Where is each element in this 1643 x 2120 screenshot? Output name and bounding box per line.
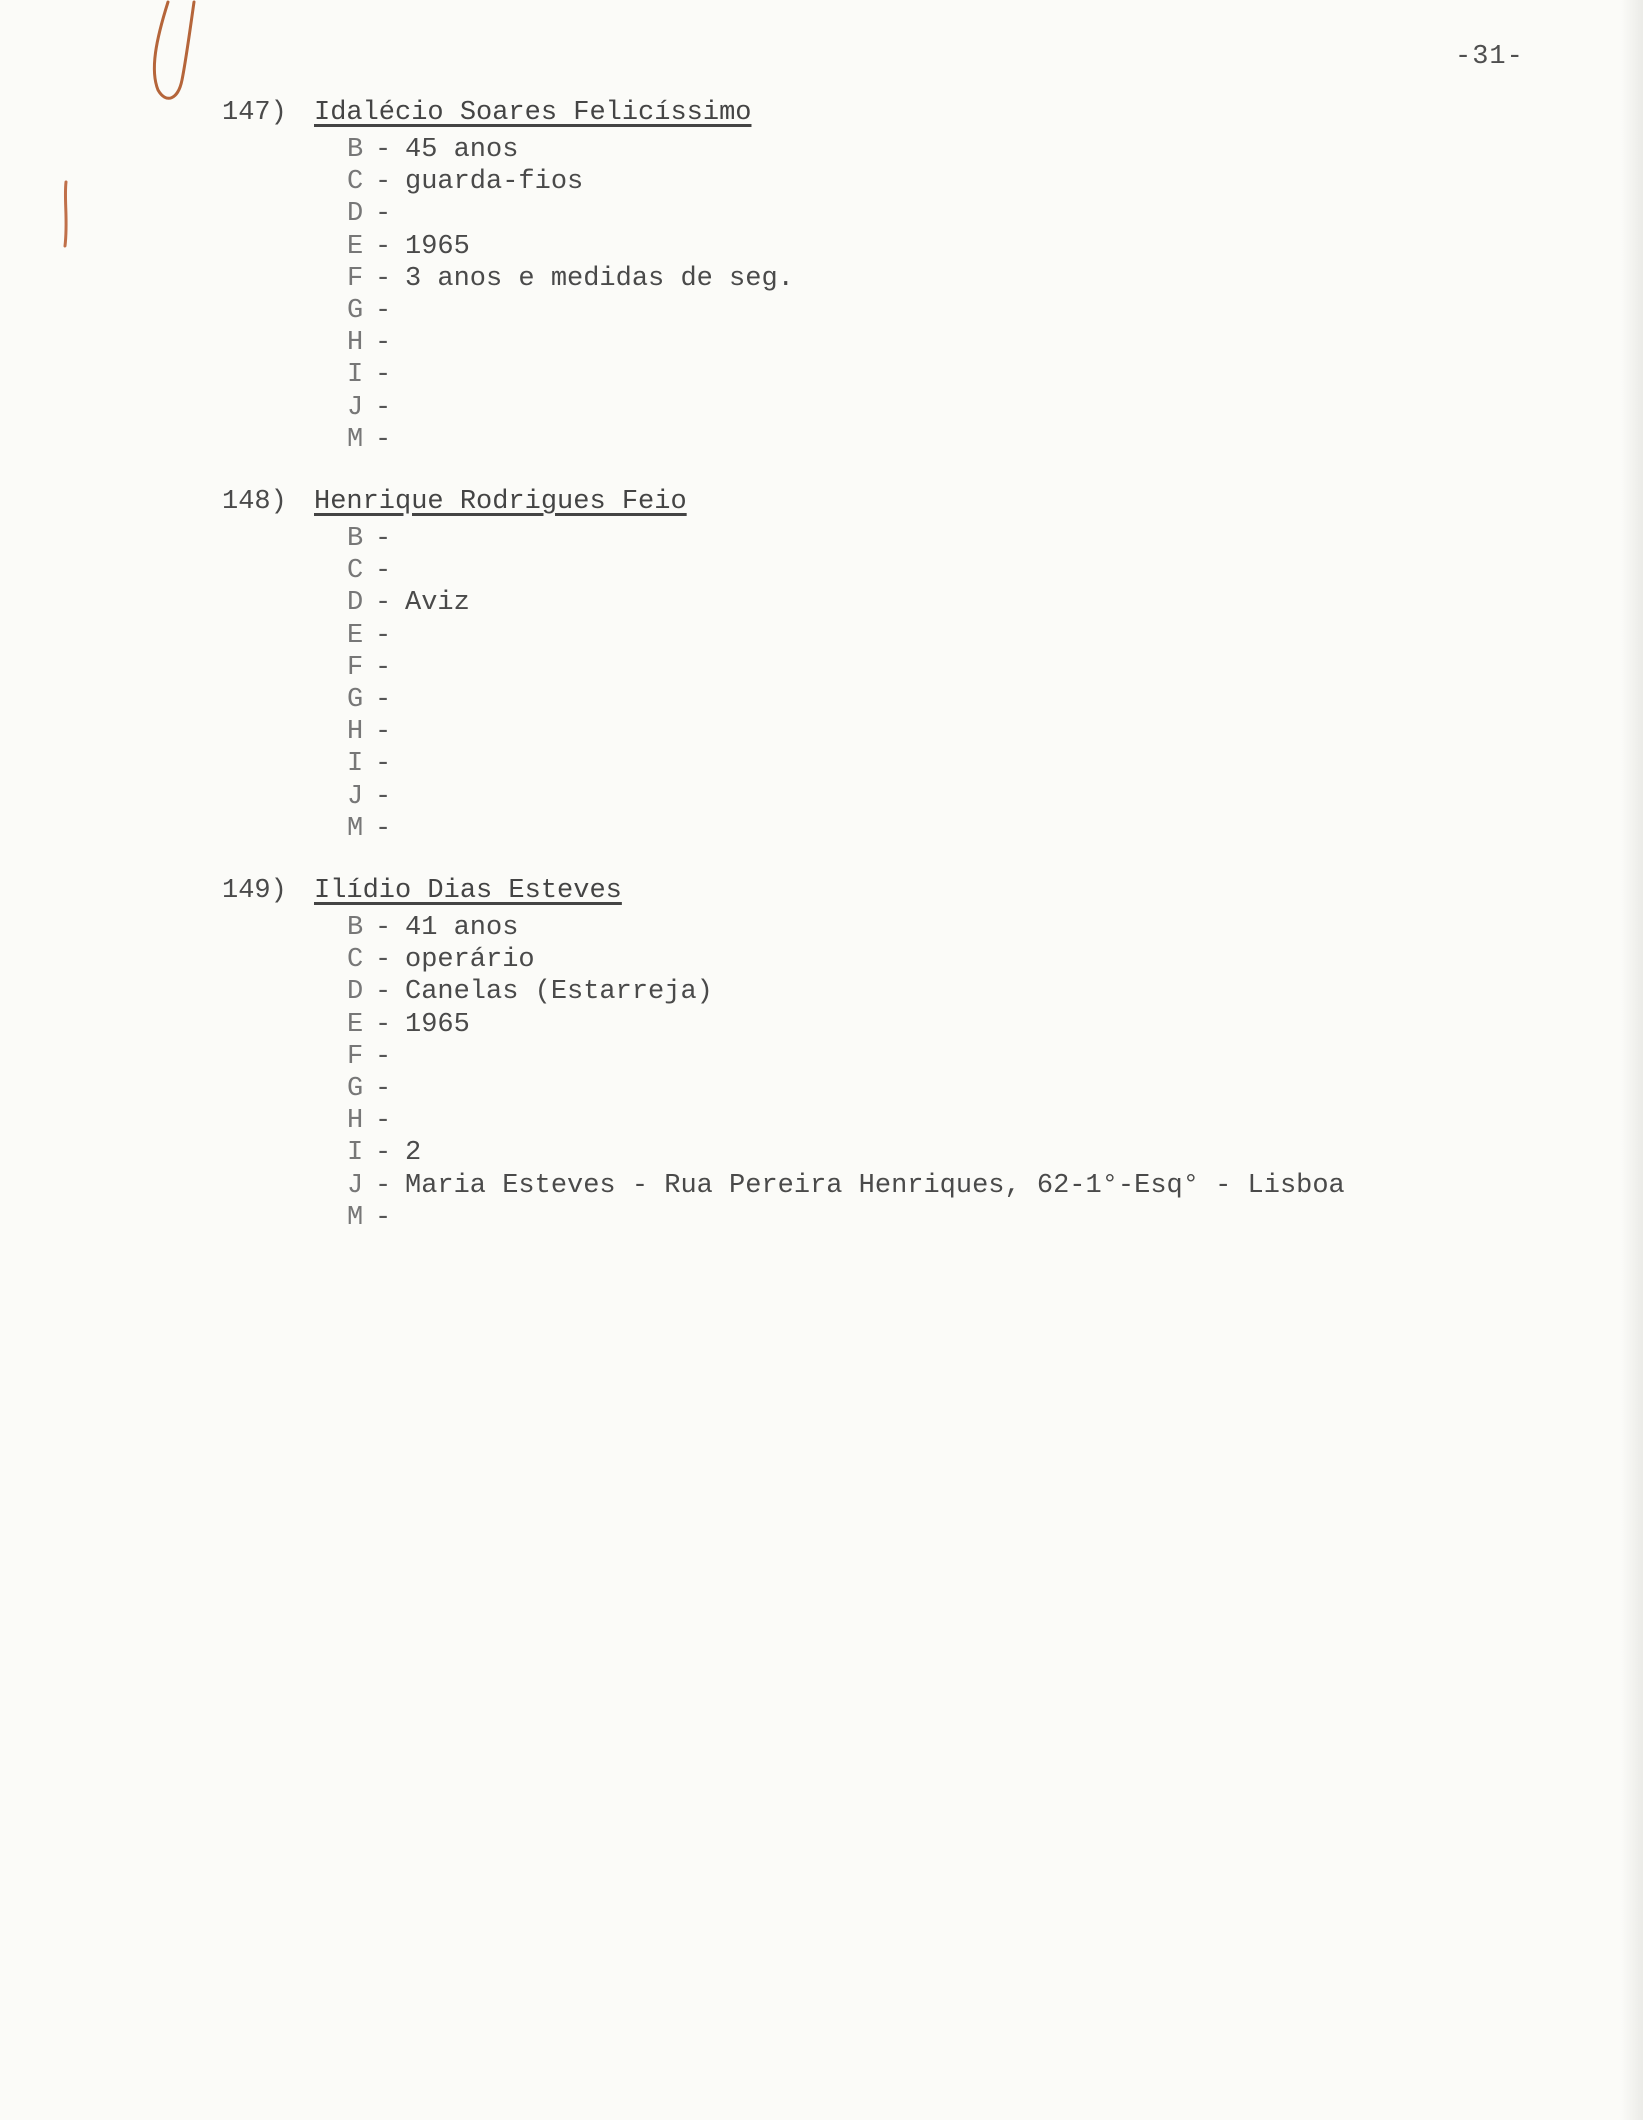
field-row [347,424,794,456]
field-separator: - [375,1170,392,1201]
field-row [347,1137,1345,1169]
field-row [347,523,687,555]
entry-header [222,98,794,134]
page-edge-shadow [1621,0,1643,2120]
margin-mark-icon [58,180,74,250]
field-separator: - [375,588,392,619]
field-letter: C [347,556,364,587]
entry-header [222,487,687,523]
field-letter: G [347,1073,364,1104]
field-separator: - [375,1009,392,1040]
field-letter: I [347,360,364,391]
field-letter: B [347,913,364,943]
field-letter: E [347,231,364,262]
field-letter: I [347,749,364,780]
field-letter: I [347,1138,364,1169]
field-letter: F [347,263,364,294]
field-separator: - [375,977,392,1008]
field-row [347,392,794,424]
field-separator: - [375,913,392,943]
field-separator: - [375,717,392,748]
field-row [347,198,794,230]
field-row [347,231,794,263]
field-letter: H [347,328,364,359]
field-row [347,1073,1345,1105]
field-row [347,1202,1345,1234]
field-row [347,684,687,716]
field-letter: M [347,1202,364,1233]
field-letter: F [347,652,364,683]
field-letter: B [347,135,364,165]
field-letter: G [347,295,364,326]
field-value: 41 anos [405,913,519,943]
field-row [347,1105,1345,1137]
field-row [347,295,794,327]
field-row [347,134,794,166]
field-separator: - [375,424,392,455]
field-separator: - [375,684,392,715]
field-separator: - [375,263,392,294]
field-row [347,748,687,780]
field-value: operário [405,945,535,976]
field-separator: - [375,295,392,326]
field-separator: - [375,813,392,844]
field-row [347,620,687,652]
field-separator: - [375,392,392,423]
field-separator: - [375,135,392,165]
field-separator: - [375,1106,392,1137]
field-separator: - [375,749,392,780]
field-letter: D [347,977,364,1008]
field-letter: C [347,167,364,198]
field-separator: - [375,620,392,651]
record-entry [222,876,1345,1234]
field-row [347,359,794,391]
field-row [347,813,687,845]
field-letter: D [347,588,364,619]
paperclip-icon [148,0,208,110]
field-letter: J [347,781,364,812]
field-separator: - [375,1138,392,1169]
entry-number: 147) [222,98,287,128]
field-letter: E [347,1009,364,1040]
field-separator: - [375,328,392,359]
field-letter: H [347,717,364,748]
field-separator: - [375,556,392,587]
field-value: Aviz [405,588,470,619]
field-separator: - [375,945,392,976]
entry-name: Henrique Rodrigues Feio [314,487,687,517]
field-row [347,263,794,295]
field-value: 3 anos e medidas de seg. [405,263,794,294]
field-letter: J [347,392,364,423]
field-letter: B [347,524,364,554]
entry-header [222,876,1345,912]
field-row [347,716,687,748]
field-row [347,587,687,619]
field-separator: - [375,167,392,198]
entry-name: Idalécio Soares Felicíssimo [314,98,752,128]
field-value: Maria Esteves - Rua Pereira Henriques, 62-1°-Esq° - Lisboa [405,1170,1345,1201]
record-entry [222,487,687,845]
page-number: -31- [1455,42,1524,72]
field-row [347,1170,1345,1202]
field-row [347,976,1345,1008]
entry-number: 149) [222,876,287,906]
field-row [347,555,687,587]
field-row [347,781,687,813]
field-separator: - [375,524,392,554]
field-separator: - [375,1041,392,1072]
field-row [347,327,794,359]
field-value: Canelas (Estarreja) [405,977,713,1008]
field-letter: G [347,684,364,715]
field-letter: M [347,424,364,455]
field-value: 1965 [405,1009,470,1040]
field-letter: C [347,945,364,976]
field-letter: J [347,1170,364,1201]
record-entry [222,98,794,456]
field-separator: - [375,199,392,230]
field-letter: D [347,199,364,230]
field-letter: H [347,1106,364,1137]
entry-fields [347,523,687,845]
field-value: 45 anos [405,135,519,165]
field-separator: - [375,652,392,683]
field-value: 2 [405,1138,422,1169]
entry-number: 148) [222,487,287,517]
entry-fields [347,912,1345,1234]
field-separator: - [375,231,392,262]
field-letter: E [347,620,364,651]
field-row [347,166,794,198]
entry-fields [347,134,794,456]
field-separator: - [375,1202,392,1233]
field-row [347,912,1345,944]
field-separator: - [375,781,392,812]
field-letter: M [347,813,364,844]
field-letter: F [347,1041,364,1072]
field-row [347,1041,1345,1073]
field-separator: - [375,360,392,391]
field-separator: - [375,1073,392,1104]
field-row [347,944,1345,976]
field-value: guarda-fios [405,167,584,198]
field-row [347,652,687,684]
field-row [347,1009,1345,1041]
field-value: 1965 [405,231,470,262]
entry-name: Ilídio Dias Esteves [314,876,622,906]
